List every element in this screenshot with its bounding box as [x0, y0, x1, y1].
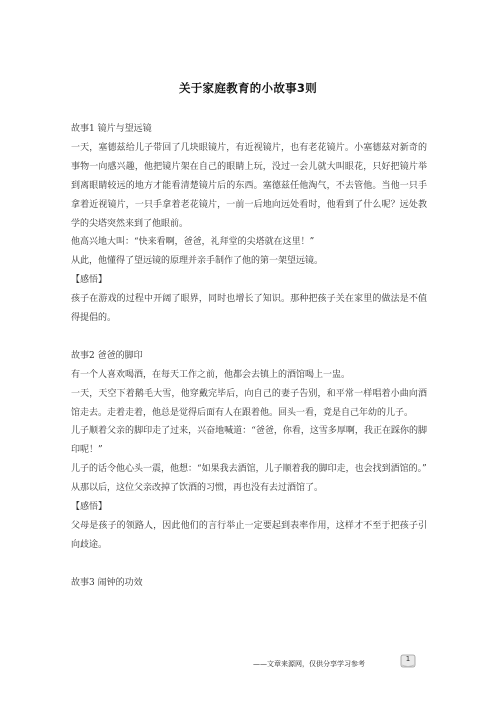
- story-1-heading: 故事1 镜片与望远镜: [71, 124, 152, 134]
- paragraph: 他高兴地大叫：“快来看啊，爸爸，礼拜堂的尖塔就在这里！”: [71, 237, 315, 248]
- paragraph: 一天，塞德兹给儿子带回了几块眼镜片，有近视镜片，也有老花镜片。小塞德兹对新奇的事物一向感兴趣，他把镜片架在自己的眼睛上玩，没过一会儿就大叫眼花，只好把镜片举到离眼睛较远的地方才能看清楚镜片后的东西。塞德兹任他淘气，不去管他。当他一只手拿着近视镜片，一只手拿着老花镜片，一前一后地向远处看时，他看到了什么呢？远处教学的尖塔突然来到了他眼前。: [71, 142, 427, 229]
- story-2-heading: 故事2 爸爸的脚印: [71, 350, 143, 361]
- page-number-badge: [400, 654, 416, 668]
- section-gap: [71, 328, 427, 347]
- paragraph: 从那以后，这位父亲改掉了饮酒的习惯，再也没有去过酒馆了。: [71, 483, 324, 494]
- paragraph: 从此，他懂得了望远镜的原理并亲手制作了他的第一架望远镜。: [71, 256, 324, 267]
- story-3-heading: 故事3 闹钟的功效: [71, 577, 143, 588]
- source-footer: ——文章来源网，仅供分享学习参考: [253, 660, 365, 668]
- insight-label: 【感悟】: [71, 502, 108, 513]
- document-title: 关于家庭教育的小故事3则: [178, 81, 318, 95]
- document-body: [71, 120, 427, 593]
- page-number: 1: [405, 655, 411, 663]
- paragraph: 一天，天空下着鹅毛大雪，他穿戴完毕后，向自己的妻子告别，和平常一样唱着小曲向酒馆走去。走着走着，他总是觉得后面有人在跟着他。回头一看，竟是自己年幼的儿子。: [71, 388, 427, 418]
- paragraph: 有一个人喜欢喝酒，在每天工作之前，他都会去镇上的酒馆喝上一盅。: [71, 369, 351, 380]
- paragraph: 孩子在游戏的过程中开阔了眼界，同时也增长了知识。那种把孩子关在家里的做法是不值得提倡的。: [71, 294, 427, 324]
- paragraph: 儿子的话令他心头一震，他想：“如果我去酒馆，儿子顺着我的脚印走，也会找到酒馆的。”: [71, 464, 427, 475]
- insight-label: 【感悟】: [71, 275, 108, 286]
- paragraph: 儿子顺着父亲的脚印走了过来，兴奋地喊道：“爸爸，你看，这雪多厚啊，我正在踩你的脚印呢！”: [71, 426, 427, 456]
- paragraph: 父母是孩子的领路人，因此他们的言行举止一定要起到表率作用，这样才不至于把孩子引向歧途。: [71, 521, 427, 550]
- section-gap: [71, 555, 427, 574]
